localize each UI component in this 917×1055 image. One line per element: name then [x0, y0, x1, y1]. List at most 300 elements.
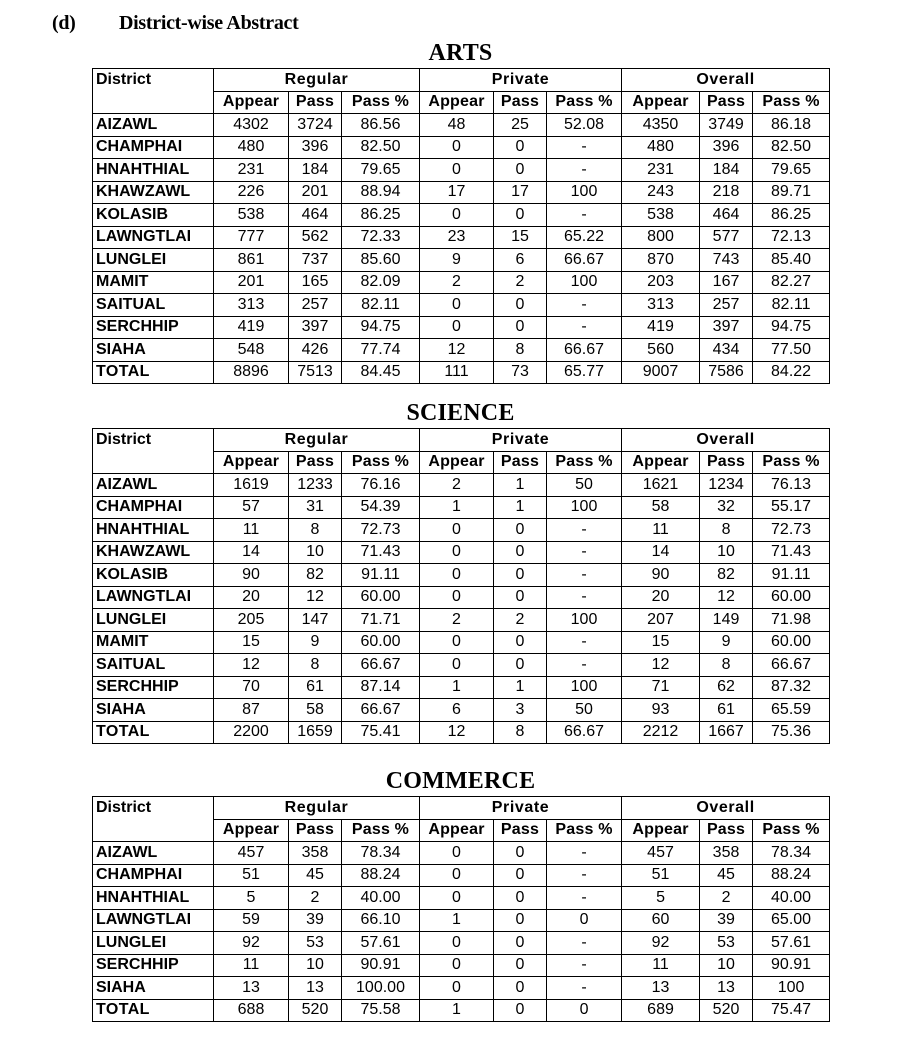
- district-cell: CHAMPHAI: [93, 136, 214, 159]
- private-pass-pct-cell: -: [547, 842, 622, 865]
- appear-header: Appear: [214, 451, 289, 474]
- table-row: [93, 954, 830, 977]
- overall-pass-pct-cell: 72.13: [753, 226, 830, 249]
- overall-pass-cell: 1234: [700, 474, 753, 497]
- overall-pass-pct-cell: 86.18: [753, 114, 830, 137]
- overall-pass-pct-cell: 75.36: [753, 721, 830, 744]
- overall-appear-cell: 2212: [622, 721, 700, 744]
- private-appear-cell: 0: [420, 564, 494, 587]
- private-pass-pct-cell: 65.22: [547, 226, 622, 249]
- overall-appear-cell: 20: [622, 586, 700, 609]
- table-row: [93, 496, 830, 519]
- private-pass-pct-cell: -: [547, 887, 622, 910]
- regular-appear-cell: 51: [214, 864, 289, 887]
- regular-pass-cell: 10: [289, 954, 342, 977]
- regular-pass-cell: 8: [289, 519, 342, 542]
- overall-pass-cell: 53: [700, 932, 753, 955]
- private-pass-cell: 0: [494, 909, 547, 932]
- overall-pass-pct-cell: 72.73: [753, 519, 830, 542]
- overall-pass-cell: 577: [700, 226, 753, 249]
- district-cell: TOTAL: [93, 361, 214, 384]
- table-header: [93, 429, 830, 474]
- overall-pass-cell: 257: [700, 294, 753, 317]
- regular-pass-pct-cell: 71.43: [342, 541, 420, 564]
- table-body: [93, 114, 830, 384]
- district-cell: AIZAWL: [93, 114, 214, 137]
- private-pass-pct-cell: -: [547, 954, 622, 977]
- overall-pass-pct-cell: 77.50: [753, 339, 830, 362]
- private-appear-cell: 1: [420, 999, 494, 1022]
- private-pass-pct-cell: -: [547, 977, 622, 1000]
- regular-pass-cell: 464: [289, 204, 342, 227]
- district-cell: KOLASIB: [93, 204, 214, 227]
- regular-appear-cell: 57: [214, 496, 289, 519]
- overall-pass-cell: 12: [700, 586, 753, 609]
- district-cell: SIAHA: [93, 339, 214, 362]
- private-pass-pct-cell: -: [547, 294, 622, 317]
- section-title: SCIENCE: [406, 400, 515, 426]
- pass-header: Pass: [289, 91, 342, 114]
- district-cell: AIZAWL: [93, 842, 214, 865]
- regular-pass-cell: 737: [289, 249, 342, 272]
- regular-pass-pct-cell: 66.67: [342, 654, 420, 677]
- total-row: [93, 361, 830, 384]
- private-pass-pct-cell: -: [547, 541, 622, 564]
- regular-pass-cell: 2: [289, 887, 342, 910]
- overall-pass-cell: 520: [700, 999, 753, 1022]
- table-row: [93, 136, 830, 159]
- pass-header: Pass: [700, 451, 753, 474]
- overall-appear-cell: 231: [622, 159, 700, 182]
- overall-pass-cell: 3749: [700, 114, 753, 137]
- regular-pass-pct-cell: 84.45: [342, 361, 420, 384]
- header-sub-row: [93, 451, 830, 474]
- private-pass-cell: 8: [494, 339, 547, 362]
- pass-pct-header: Pass %: [547, 451, 622, 474]
- regular-pass-pct-cell: 88.24: [342, 864, 420, 887]
- table-row: [93, 226, 830, 249]
- regular-appear-cell: 12: [214, 654, 289, 677]
- private-pass-pct-cell: -: [547, 864, 622, 887]
- overall-appear-cell: 207: [622, 609, 700, 632]
- private-pass-pct-cell: 66.67: [547, 721, 622, 744]
- regular-pass-pct-cell: 79.65: [342, 159, 420, 182]
- total-row: [93, 999, 830, 1022]
- pass-header: Pass: [700, 91, 753, 114]
- overall-pass-pct-cell: 65.59: [753, 699, 830, 722]
- table-header: [93, 797, 830, 842]
- regular-group-header: Regular: [214, 69, 420, 92]
- private-pass-cell: 0: [494, 887, 547, 910]
- table-row: [93, 519, 830, 542]
- table-row: [93, 864, 830, 887]
- private-appear-cell: 0: [420, 932, 494, 955]
- private-pass-cell: 2: [494, 271, 547, 294]
- pass-pct-header: Pass %: [547, 91, 622, 114]
- table-row: [93, 909, 830, 932]
- overall-pass-pct-cell: 71.43: [753, 541, 830, 564]
- table-row: [93, 271, 830, 294]
- regular-pass-cell: 426: [289, 339, 342, 362]
- table-row: [93, 114, 830, 137]
- regular-pass-pct-cell: 71.71: [342, 609, 420, 632]
- district-cell: KHAWZAWL: [93, 181, 214, 204]
- table-row: [93, 631, 830, 654]
- pass-header: Pass: [700, 819, 753, 842]
- district-cell: TOTAL: [93, 999, 214, 1022]
- private-pass-pct-cell: -: [547, 316, 622, 339]
- overall-appear-cell: 11: [622, 954, 700, 977]
- private-pass-pct-cell: 100: [547, 271, 622, 294]
- regular-pass-pct-cell: 77.74: [342, 339, 420, 362]
- table-header: [93, 69, 830, 114]
- private-pass-pct-cell: 100: [547, 181, 622, 204]
- overall-pass-pct-cell: 66.67: [753, 654, 830, 677]
- section-label: (d): [52, 12, 76, 34]
- district-cell: LAWNGTLAI: [93, 909, 214, 932]
- district-cell: HNAHTHIAL: [93, 887, 214, 910]
- overall-pass-pct-cell: 75.47: [753, 999, 830, 1022]
- overall-pass-cell: 218: [700, 181, 753, 204]
- table-row: [93, 887, 830, 910]
- regular-pass-cell: 39: [289, 909, 342, 932]
- regular-pass-cell: 3724: [289, 114, 342, 137]
- overall-appear-cell: 870: [622, 249, 700, 272]
- table-row: [93, 339, 830, 362]
- regular-pass-cell: 397: [289, 316, 342, 339]
- district-cell: CHAMPHAI: [93, 496, 214, 519]
- header-group-row: [93, 69, 830, 92]
- private-appear-cell: 0: [420, 316, 494, 339]
- regular-appear-cell: 90: [214, 564, 289, 587]
- overall-pass-pct-cell: 79.65: [753, 159, 830, 182]
- table-row: [93, 316, 830, 339]
- private-pass-cell: 0: [494, 159, 547, 182]
- private-pass-cell: 15: [494, 226, 547, 249]
- private-group-header: Private: [420, 797, 622, 820]
- private-pass-cell: 25: [494, 114, 547, 137]
- overall-pass-pct-cell: 94.75: [753, 316, 830, 339]
- district-cell: SAITUAL: [93, 294, 214, 317]
- district-cell: MAMIT: [93, 631, 214, 654]
- private-pass-cell: 1: [494, 496, 547, 519]
- private-pass-cell: 0: [494, 932, 547, 955]
- regular-appear-cell: 861: [214, 249, 289, 272]
- district-header: District: [93, 69, 214, 92]
- district-cell: SIAHA: [93, 977, 214, 1000]
- private-pass-pct-cell: -: [547, 564, 622, 587]
- overall-pass-pct-cell: 82.11: [753, 294, 830, 317]
- district-cell: HNAHTHIAL: [93, 519, 214, 542]
- private-appear-cell: 1: [420, 909, 494, 932]
- private-pass-cell: 1: [494, 676, 547, 699]
- district-cell: LUNGLEI: [93, 932, 214, 955]
- regular-pass-pct-cell: 60.00: [342, 631, 420, 654]
- science-table: [92, 428, 830, 744]
- district-cell: CHAMPHAI: [93, 864, 214, 887]
- regular-pass-cell: 562: [289, 226, 342, 249]
- overall-appear-cell: 243: [622, 181, 700, 204]
- private-appear-cell: 0: [420, 541, 494, 564]
- regular-pass-pct-cell: 91.11: [342, 564, 420, 587]
- overall-appear-cell: 60: [622, 909, 700, 932]
- overall-pass-pct-cell: 91.11: [753, 564, 830, 587]
- overall-appear-cell: 480: [622, 136, 700, 159]
- district-header: District: [93, 797, 214, 820]
- private-appear-cell: 0: [420, 977, 494, 1000]
- overall-appear-cell: 313: [622, 294, 700, 317]
- overall-pass-cell: 10: [700, 954, 753, 977]
- arts-table: [92, 68, 830, 384]
- district-header-blank: [93, 91, 214, 114]
- overall-pass-pct-cell: 57.61: [753, 932, 830, 955]
- table-row: [93, 609, 830, 632]
- overall-pass-cell: 10: [700, 541, 753, 564]
- district-cell: SAITUAL: [93, 654, 214, 677]
- regular-pass-cell: 396: [289, 136, 342, 159]
- regular-appear-cell: 1619: [214, 474, 289, 497]
- regular-pass-cell: 147: [289, 609, 342, 632]
- overall-appear-cell: 14: [622, 541, 700, 564]
- private-pass-pct-cell: 50: [547, 474, 622, 497]
- overall-pass-pct-cell: 89.71: [753, 181, 830, 204]
- commerce-table: [92, 796, 830, 1022]
- overall-pass-pct-cell: 82.50: [753, 136, 830, 159]
- district-cell: TOTAL: [93, 721, 214, 744]
- regular-pass-pct-cell: 72.73: [342, 519, 420, 542]
- regular-appear-cell: 205: [214, 609, 289, 632]
- overall-appear-cell: 419: [622, 316, 700, 339]
- appear-header: Appear: [420, 91, 494, 114]
- regular-pass-pct-cell: 66.67: [342, 699, 420, 722]
- private-pass-cell: 0: [494, 631, 547, 654]
- pass-pct-header: Pass %: [342, 451, 420, 474]
- overall-appear-cell: 4350: [622, 114, 700, 137]
- overall-pass-cell: 184: [700, 159, 753, 182]
- district-header-blank: [93, 819, 214, 842]
- overall-pass-cell: 1667: [700, 721, 753, 744]
- regular-appear-cell: 70: [214, 676, 289, 699]
- regular-pass-cell: 61: [289, 676, 342, 699]
- overall-group-header: Overall: [622, 69, 830, 92]
- private-appear-cell: 1: [420, 496, 494, 519]
- regular-appear-cell: 457: [214, 842, 289, 865]
- regular-appear-cell: 201: [214, 271, 289, 294]
- overall-appear-cell: 560: [622, 339, 700, 362]
- overall-pass-pct-cell: 86.25: [753, 204, 830, 227]
- overall-pass-cell: 32: [700, 496, 753, 519]
- district-header: District: [93, 429, 214, 452]
- table-row: [93, 699, 830, 722]
- regular-appear-cell: 313: [214, 294, 289, 317]
- overall-pass-pct-cell: 87.32: [753, 676, 830, 699]
- regular-appear-cell: 15: [214, 631, 289, 654]
- regular-pass-cell: 1233: [289, 474, 342, 497]
- overall-pass-pct-cell: 55.17: [753, 496, 830, 519]
- private-pass-cell: 0: [494, 541, 547, 564]
- district-cell: SERCHHIP: [93, 676, 214, 699]
- private-pass-pct-cell: 52.08: [547, 114, 622, 137]
- overall-pass-cell: 82: [700, 564, 753, 587]
- regular-pass-cell: 13: [289, 977, 342, 1000]
- overall-pass-cell: 61: [700, 699, 753, 722]
- arts-section: [92, 38, 829, 384]
- overall-pass-cell: 397: [700, 316, 753, 339]
- private-appear-cell: 2: [420, 609, 494, 632]
- total-row: [93, 721, 830, 744]
- overall-pass-cell: 62: [700, 676, 753, 699]
- district-cell: KHAWZAWL: [93, 541, 214, 564]
- pass-pct-header: Pass %: [342, 91, 420, 114]
- private-pass-pct-cell: -: [547, 204, 622, 227]
- private-appear-cell: 0: [420, 631, 494, 654]
- private-group-header: Private: [420, 429, 622, 452]
- overall-pass-cell: 358: [700, 842, 753, 865]
- private-pass-cell: 0: [494, 842, 547, 865]
- overall-appear-cell: 538: [622, 204, 700, 227]
- pass-header: Pass: [494, 819, 547, 842]
- overall-pass-pct-cell: 88.24: [753, 864, 830, 887]
- overall-pass-pct-cell: 60.00: [753, 586, 830, 609]
- overall-pass-cell: 2: [700, 887, 753, 910]
- district-header-blank: [93, 451, 214, 474]
- private-appear-cell: 23: [420, 226, 494, 249]
- regular-appear-cell: 226: [214, 181, 289, 204]
- private-pass-pct-cell: -: [547, 159, 622, 182]
- appear-header: Appear: [622, 91, 700, 114]
- header-sub-row: [93, 91, 830, 114]
- private-appear-cell: 0: [420, 294, 494, 317]
- overall-appear-cell: 1621: [622, 474, 700, 497]
- regular-pass-pct-cell: 72.33: [342, 226, 420, 249]
- commerce-section: [92, 766, 829, 1022]
- table-body: [93, 474, 830, 744]
- overall-pass-cell: 7586: [700, 361, 753, 384]
- regular-pass-pct-cell: 75.58: [342, 999, 420, 1022]
- overall-pass-pct-cell: 85.40: [753, 249, 830, 272]
- regular-pass-pct-cell: 78.34: [342, 842, 420, 865]
- regular-pass-cell: 58: [289, 699, 342, 722]
- regular-appear-cell: 5: [214, 887, 289, 910]
- regular-appear-cell: 4302: [214, 114, 289, 137]
- private-appear-cell: 0: [420, 887, 494, 910]
- overall-appear-cell: 9007: [622, 361, 700, 384]
- private-appear-cell: 0: [420, 586, 494, 609]
- district-cell: AIZAWL: [93, 474, 214, 497]
- overall-pass-pct-cell: 40.00: [753, 887, 830, 910]
- document-title: District-wise Abstract: [119, 12, 299, 34]
- regular-appear-cell: 11: [214, 954, 289, 977]
- appear-header: Appear: [214, 819, 289, 842]
- overall-pass-pct-cell: 90.91: [753, 954, 830, 977]
- table-row: [93, 159, 830, 182]
- private-group-header: Private: [420, 69, 622, 92]
- private-pass-cell: 73: [494, 361, 547, 384]
- private-pass-cell: 0: [494, 204, 547, 227]
- regular-appear-cell: 87: [214, 699, 289, 722]
- private-pass-cell: 0: [494, 586, 547, 609]
- private-pass-pct-cell: -: [547, 136, 622, 159]
- overall-pass-pct-cell: 100: [753, 977, 830, 1000]
- regular-pass-pct-cell: 100.00: [342, 977, 420, 1000]
- overall-pass-pct-cell: 84.22: [753, 361, 830, 384]
- private-pass-cell: 0: [494, 654, 547, 677]
- overall-appear-cell: 12: [622, 654, 700, 677]
- overall-appear-cell: 93: [622, 699, 700, 722]
- header-sub-row: [93, 819, 830, 842]
- regular-pass-pct-cell: 87.14: [342, 676, 420, 699]
- regular-pass-cell: 31: [289, 496, 342, 519]
- overall-pass-pct-cell: 65.00: [753, 909, 830, 932]
- overall-pass-pct-cell: 71.98: [753, 609, 830, 632]
- district-cell: LUNGLEI: [93, 249, 214, 272]
- pass-header: Pass: [494, 451, 547, 474]
- overall-pass-cell: 149: [700, 609, 753, 632]
- overall-pass-cell: 8: [700, 654, 753, 677]
- pass-pct-header: Pass %: [753, 819, 830, 842]
- private-appear-cell: 111: [420, 361, 494, 384]
- regular-appear-cell: 14: [214, 541, 289, 564]
- table-row: [93, 541, 830, 564]
- section-title: ARTS: [428, 40, 493, 66]
- regular-pass-pct-cell: 60.00: [342, 586, 420, 609]
- private-pass-pct-cell: 66.67: [547, 339, 622, 362]
- overall-pass-pct-cell: 60.00: [753, 631, 830, 654]
- regular-pass-pct-cell: 75.41: [342, 721, 420, 744]
- district-cell: SERCHHIP: [93, 316, 214, 339]
- regular-pass-cell: 45: [289, 864, 342, 887]
- regular-pass-cell: 12: [289, 586, 342, 609]
- regular-pass-pct-cell: 76.16: [342, 474, 420, 497]
- overall-pass-pct-cell: 82.27: [753, 271, 830, 294]
- overall-pass-cell: 13: [700, 977, 753, 1000]
- header-group-row: [93, 429, 830, 452]
- table-row: [93, 181, 830, 204]
- private-appear-cell: 12: [420, 721, 494, 744]
- regular-pass-pct-cell: 40.00: [342, 887, 420, 910]
- overall-appear-cell: 15: [622, 631, 700, 654]
- regular-appear-cell: 480: [214, 136, 289, 159]
- private-pass-pct-cell: -: [547, 631, 622, 654]
- regular-appear-cell: 231: [214, 159, 289, 182]
- private-appear-cell: 2: [420, 271, 494, 294]
- private-pass-pct-cell: 65.77: [547, 361, 622, 384]
- pass-pct-header: Pass %: [753, 91, 830, 114]
- private-pass-cell: 1: [494, 474, 547, 497]
- district-cell: SIAHA: [93, 699, 214, 722]
- pass-pct-header: Pass %: [342, 819, 420, 842]
- regular-pass-pct-cell: 85.60: [342, 249, 420, 272]
- overall-appear-cell: 13: [622, 977, 700, 1000]
- district-cell: LAWNGTLAI: [93, 586, 214, 609]
- overall-appear-cell: 203: [622, 271, 700, 294]
- regular-pass-pct-cell: 82.50: [342, 136, 420, 159]
- overall-appear-cell: 11: [622, 519, 700, 542]
- regular-appear-cell: 92: [214, 932, 289, 955]
- regular-appear-cell: 688: [214, 999, 289, 1022]
- private-pass-cell: 0: [494, 294, 547, 317]
- pass-pct-header: Pass %: [547, 819, 622, 842]
- private-pass-pct-cell: 100: [547, 676, 622, 699]
- private-appear-cell: 0: [420, 204, 494, 227]
- regular-pass-cell: 8: [289, 654, 342, 677]
- private-pass-cell: 0: [494, 136, 547, 159]
- private-pass-pct-cell: -: [547, 586, 622, 609]
- district-cell: SERCHHIP: [93, 954, 214, 977]
- private-appear-cell: 0: [420, 864, 494, 887]
- regular-appear-cell: 2200: [214, 721, 289, 744]
- private-pass-pct-cell: -: [547, 654, 622, 677]
